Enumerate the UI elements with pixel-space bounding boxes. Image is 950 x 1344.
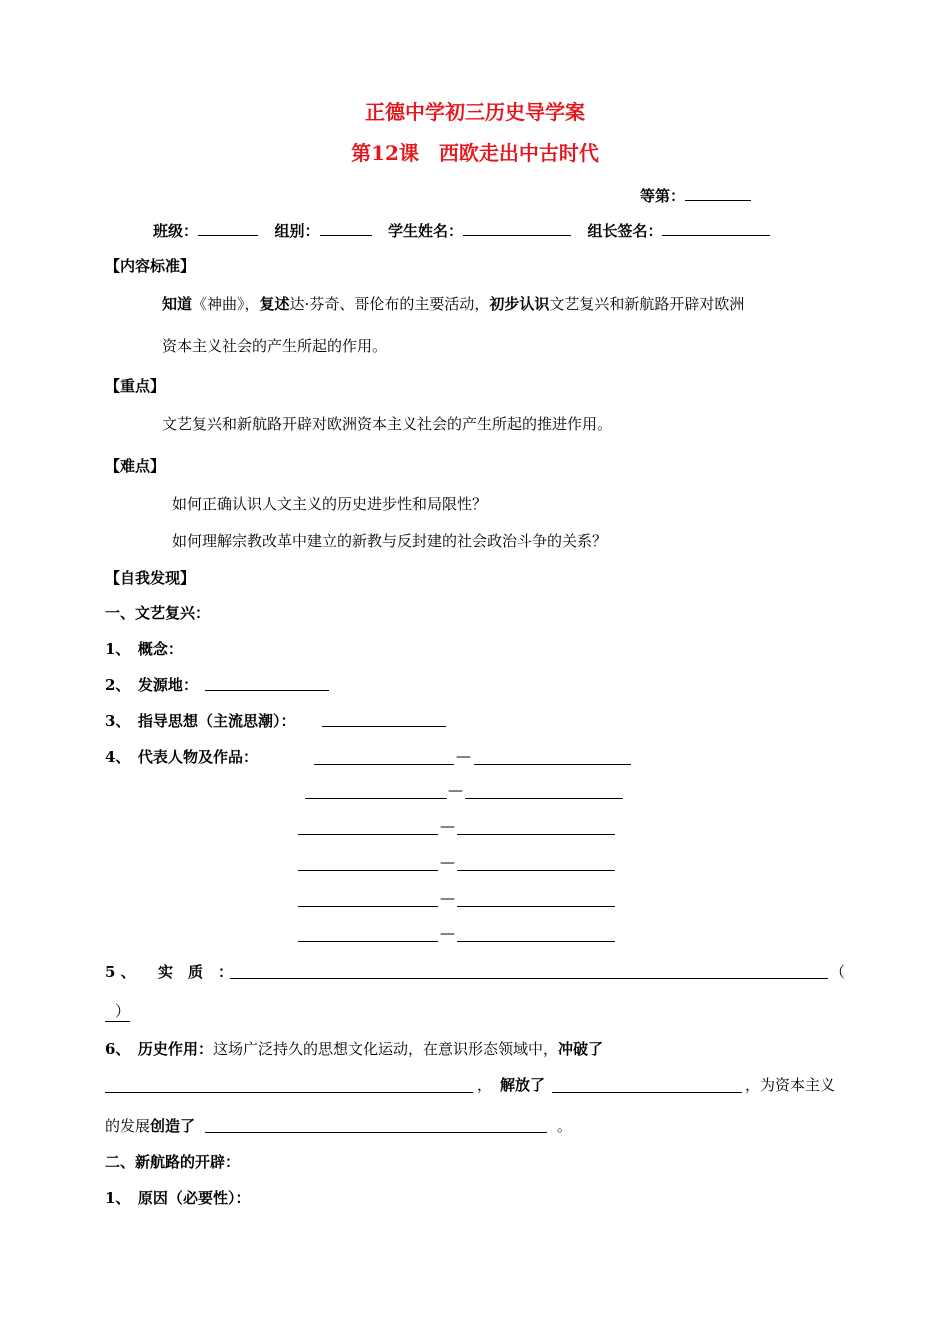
group-label: 组别： xyxy=(274,222,320,240)
rep3-work-blank[interactable] xyxy=(457,834,615,835)
item-origin: 2、 发源地： xyxy=(105,676,198,694)
difficulty-heading: 【难点】 xyxy=(105,457,166,475)
difficulty-q2: 如何理解宗教改革中建立的新教与反封建的社会政治斗争的关系？ xyxy=(172,532,608,550)
rep6-work-blank[interactable] xyxy=(457,941,615,942)
broke-through-blank[interactable] xyxy=(105,1092,473,1093)
liberated-blank[interactable] xyxy=(552,1092,742,1093)
student-label: 学生姓名： xyxy=(387,222,463,240)
item-concept: 1、 概念： xyxy=(105,640,183,658)
rep2-work-blank[interactable] xyxy=(465,798,623,799)
rep2-person-blank[interactable] xyxy=(305,798,447,799)
content-standard-line2: 资本主义社会的产生所起的作用。 xyxy=(162,337,388,355)
key-point-text: 文艺复兴和新航路开辟对欧洲资本主义社会的产生所起的推进作用。 xyxy=(162,415,613,433)
item-essence-label: 实 质 ： xyxy=(158,963,234,981)
kw-know: 知道 xyxy=(162,295,193,313)
key-point-heading: 【重点】 xyxy=(105,377,166,395)
rep1-dash: — xyxy=(456,747,471,765)
section-renaissance: 一、文艺复兴： xyxy=(105,604,211,622)
rep6-person-blank[interactable] xyxy=(298,941,438,942)
essence-paren-close: ） xyxy=(105,1001,130,1022)
rep5-person-blank[interactable] xyxy=(298,906,438,907)
rep4-work-blank[interactable] xyxy=(457,870,615,871)
kw-created: 创造了 xyxy=(150,1117,196,1135)
leader-label: 组长签名： xyxy=(587,222,663,240)
kw-understand: 初步认识 xyxy=(489,295,550,313)
guiding-thought-blank[interactable] xyxy=(322,726,446,727)
text-renaissance: 文艺复兴和新航路开辟对欧洲 xyxy=(549,295,745,313)
page-title: 正德中学初三历史导学案 xyxy=(365,100,585,124)
self-discovery-heading: 【自我发现】 xyxy=(105,569,196,587)
item-representatives: 4、 代表人物及作品： xyxy=(105,748,258,766)
rep5-work-blank[interactable] xyxy=(457,906,615,907)
created-blank[interactable] xyxy=(205,1132,547,1133)
item-guiding-thought: 3、 指导思想（主流思潮）： xyxy=(105,712,296,730)
section-new-route: 二、新航路的开辟： xyxy=(105,1153,241,1171)
role-capitalism-text: ，为资本主义 xyxy=(745,1076,836,1094)
essence-blank[interactable] xyxy=(230,978,828,979)
rep5-dash: — xyxy=(440,889,455,907)
info-row xyxy=(153,219,770,241)
rep1-person-blank[interactable] xyxy=(314,764,454,765)
item-essence-number: 5 、 xyxy=(105,963,136,981)
class-label: 班级： xyxy=(153,222,199,240)
item-historical-role-line1 xyxy=(105,1039,603,1059)
content-standard-heading: 【内容标准】 xyxy=(105,257,196,275)
difficulty-q1: 如何正确认识人文主义的历史进步性和局限性？ xyxy=(172,495,488,513)
lesson-title: 第12课 西欧走出中古时代 xyxy=(351,141,599,165)
historical-role-label: 6、 历史作用： xyxy=(105,1040,213,1058)
grade-blank[interactable] xyxy=(685,184,751,201)
rep2-dash: — xyxy=(448,781,463,799)
origin-blank[interactable] xyxy=(205,690,329,691)
item-cause: 1、 原因（必要性）： xyxy=(105,1189,251,1207)
text-activities: 达·芬奇、哥伦布的主要活动， xyxy=(289,295,490,313)
historical-role-text: 这场广泛持久的思想文化运动，在意识形态领域中， xyxy=(212,1040,558,1058)
rep1-work-blank[interactable] xyxy=(474,764,631,765)
rep6-dash: — xyxy=(440,924,455,942)
rep4-dash: — xyxy=(440,853,455,871)
rep4-person-blank[interactable] xyxy=(298,870,438,871)
role-development-text: 的发展创造了 xyxy=(105,1117,196,1135)
leader-blank[interactable] xyxy=(662,219,770,236)
role-comma: ， xyxy=(477,1076,493,1094)
rep3-dash: — xyxy=(440,817,455,835)
grade-label: 等第： xyxy=(640,187,686,205)
student-blank[interactable] xyxy=(463,219,571,236)
kw-liberated: 解放了 xyxy=(500,1076,546,1094)
essence-paren-open: （ xyxy=(830,963,846,981)
role-period: 。 xyxy=(557,1117,573,1135)
grade-field xyxy=(640,184,751,206)
rep3-person-blank[interactable] xyxy=(298,834,438,835)
kw-broke-through: 冲破了 xyxy=(557,1040,603,1058)
group-blank[interactable] xyxy=(320,219,372,236)
kw-retell: 复述 xyxy=(259,295,290,313)
class-blank[interactable] xyxy=(198,219,258,236)
text-divine-comedy: 《神曲》， xyxy=(192,295,260,313)
content-standard-line1 xyxy=(162,294,744,314)
